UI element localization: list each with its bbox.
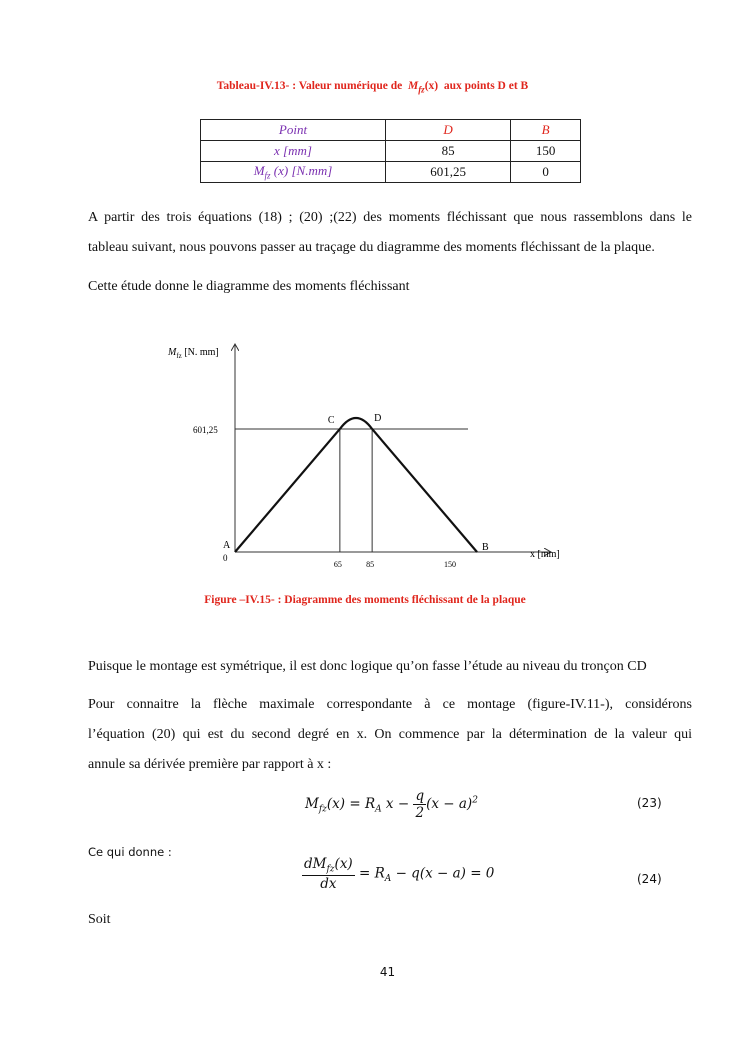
origin-label: 0 xyxy=(223,553,228,563)
table-cell: $M_{fz}$ (x) [N.mm] xyxy=(201,162,386,183)
ce-qui-donne: Ce qui donne : xyxy=(88,845,172,859)
point-label-c: C xyxy=(327,415,335,426)
paragraph-3: Puisque le montage est symétrique, il est donc logique qu’on fasse l’étude au niveau du tronçon CD xyxy=(88,659,647,674)
table-caption: Tableau-IV.13- : Valeur numérique de $M_{fz}(x)$ aux points D et B xyxy=(216,80,529,95)
point-label-b: B xyxy=(482,542,489,553)
paragraph-line: tableau suivant, nous pouvons passer au traçage du diagramme des moments fléchissant de la plaque. xyxy=(88,240,655,255)
moment-curve xyxy=(235,418,477,552)
table-caption-suffix: aux points D et B xyxy=(443,80,529,92)
table-cell: 85 xyxy=(386,141,511,162)
table-row xyxy=(201,162,581,183)
page-number: 41 xyxy=(379,965,396,979)
chart-layer xyxy=(193,413,489,569)
table-caption-symbol: $M_{fz}$ xyxy=(407,80,425,95)
bending-moment-chart xyxy=(150,335,570,575)
table-cell: 150 xyxy=(511,141,581,162)
paragraph-2: Cette étude donne le diagramme des moments fléchissant xyxy=(88,279,410,294)
fraction: $\frac{dM_{fz}(x)}{dx}$ xyxy=(304,856,353,892)
paragraph-4 xyxy=(88,690,692,780)
table-cell: x [mm] xyxy=(201,141,386,162)
figure-caption: Figure –IV.15- : Diagramme des moments fléchissant de la plaque xyxy=(204,594,526,606)
paragraph-1 xyxy=(88,203,692,263)
x-tick-label: 85 xyxy=(366,560,375,569)
x-tick-label: 150 xyxy=(444,560,456,569)
paragraph-soit: Soit xyxy=(88,912,111,927)
equation-number-24: (24) xyxy=(637,872,662,886)
paragraph-line: A partir des trois équations (18) ; (20) ;(22) des moments fléchissant que nous rassemblons dans le xyxy=(88,210,692,225)
table-row xyxy=(201,141,581,162)
table-row xyxy=(201,120,581,141)
table-cell: 601,25 xyxy=(386,162,511,183)
point-label-d: D xyxy=(374,413,382,424)
y-axis-label: $M_{fz}$ [N. mm] xyxy=(168,347,219,360)
equation-23: $M_{fz}(x) = R_A$ x − $\frac{q}{2}$ $(x - a)^2$ xyxy=(305,788,478,821)
paragraph-line: Pour connaitre la flèche maximale correspondante à ce montage (figure-IV.11-), considérons xyxy=(88,697,692,712)
y-tick-label: 601,25 xyxy=(193,425,218,435)
table-caption-prefix: Tableau-IV.13- : Valeur numérique de xyxy=(216,80,403,92)
equation-24: $\frac{dM_{fz}(x)}{dx}$ = $R_A - q(x - a) = 0$ xyxy=(304,856,495,892)
table-cell: 0 xyxy=(511,162,581,183)
point-label-a: A xyxy=(223,540,231,551)
table-cell: D xyxy=(386,120,511,141)
values-table xyxy=(200,119,581,183)
table-cell: Point xyxy=(201,120,386,141)
x-tick-label: 65 xyxy=(333,560,342,569)
paragraph-line: annule sa dérivée première par rapport à x : xyxy=(88,757,332,772)
equation-number-23: (23) xyxy=(637,796,662,810)
x-axis-label: x [mm] xyxy=(530,549,560,560)
fraction: $\frac{q}{2}$ xyxy=(415,788,425,821)
paragraph-line: l’équation (20) qui est du second degré en x. On commence par la détermination de la valeur qui xyxy=(88,727,692,742)
table-cell: B xyxy=(511,120,581,141)
